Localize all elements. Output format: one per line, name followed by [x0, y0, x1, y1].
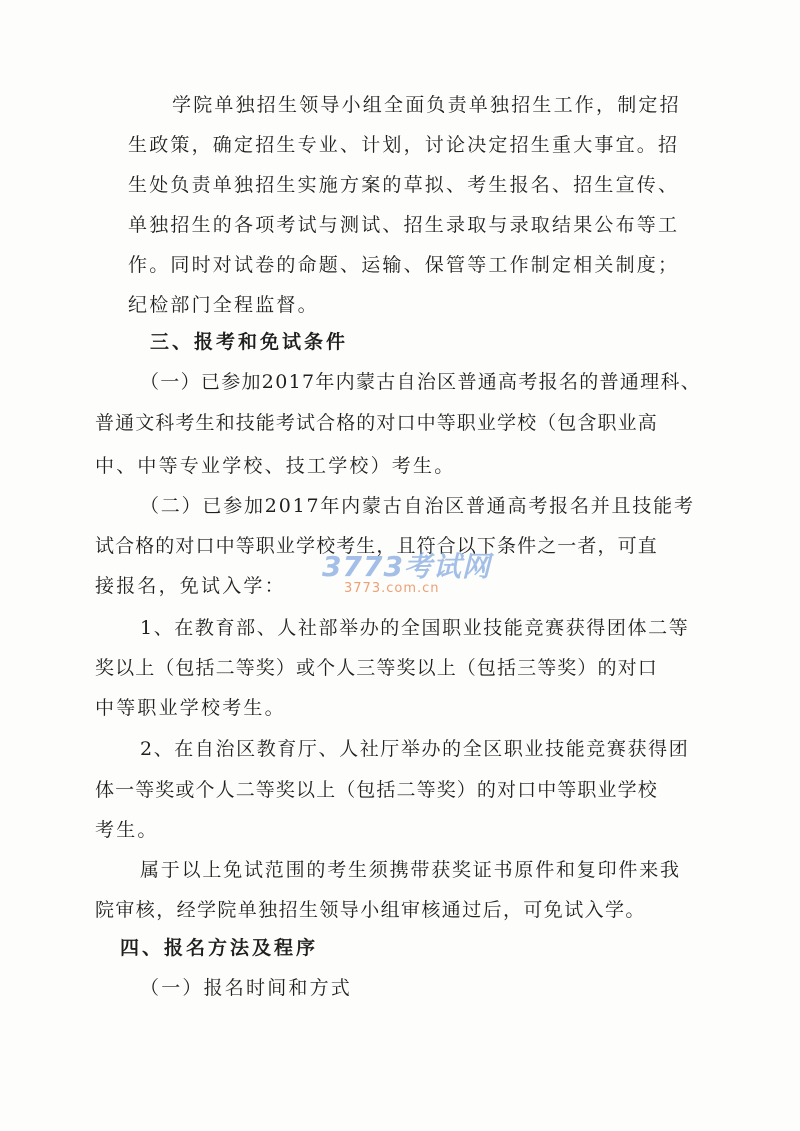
paragraph-line: 体一等奖或个人二等奖以上（包括二等奖）的对口中等职业学校	[95, 779, 658, 801]
paragraph-line: 普通文科考生和技能考试合格的对口中等职业学校（包含职业高	[95, 412, 658, 434]
paragraph-line: 考生。	[95, 819, 159, 841]
paragraph-line: 学院单独招生领导小组全面负责单独招生工作，制定招	[172, 94, 681, 116]
paragraph-line: （一）报名时间和方式	[140, 977, 353, 999]
section-heading: 三、报考和免试条件	[150, 331, 349, 353]
paragraph-line: 属于以上免试范围的考生须携带获奖证书原件和复印件来我	[140, 859, 681, 881]
paragraph-line: 2、在自治区教育厅、人社厅举办的全区职业技能竞赛获得团	[140, 738, 690, 760]
site-watermark	[322, 545, 491, 605]
section-heading: 四、报名方法及程序	[120, 937, 319, 959]
paragraph-line: 1、在教育部、人社部举办的全国职业技能竞赛获得团体二等	[140, 617, 690, 639]
paragraph-line: 接报名，免试入学：	[95, 575, 286, 597]
paragraph-line: 院审核，经学院单独招生领导小组审核通过后，可免试入学。	[95, 899, 646, 921]
paragraph-line: 作。同时对试卷的命题、运输、保管等工作制定相关制度；	[128, 254, 680, 276]
paragraph-line: （二）已参加2017年内蒙古自治区普通高考报名并且技能考	[140, 495, 695, 517]
paragraph-line: 试合格的对口中等职业学校考生，且符合以下条件之一者，可直	[95, 535, 658, 557]
paragraph-line: 生处负责单独招生实施方案的草拟、考生报名、招生宣传、	[128, 174, 680, 196]
paragraph-line: 单独招生的各项考试与测试、招生录取与录取结果公布等工	[128, 214, 680, 236]
watermark-logo-text: 3773考试网	[322, 550, 491, 583]
paragraph-line: （一）已参加2017年内蒙古自治区普通高考报名的普通理科、	[140, 371, 702, 393]
paragraph-line: 中等职业学校考生。	[95, 697, 286, 719]
paragraph-line: 纪检部门全程监督。	[128, 294, 319, 316]
paragraph-line: 中、中等专业学校、技工学校）考生。	[95, 455, 456, 477]
watermark-url: 3773.com.cn	[344, 581, 440, 596]
paragraph-line: 奖以上（包括二等奖）或个人三等奖以上（包括三等奖）的对口	[95, 657, 658, 679]
paragraph-line: 生政策，确定招生专业、计划，讨论决定招生重大事宜。招	[128, 134, 680, 156]
